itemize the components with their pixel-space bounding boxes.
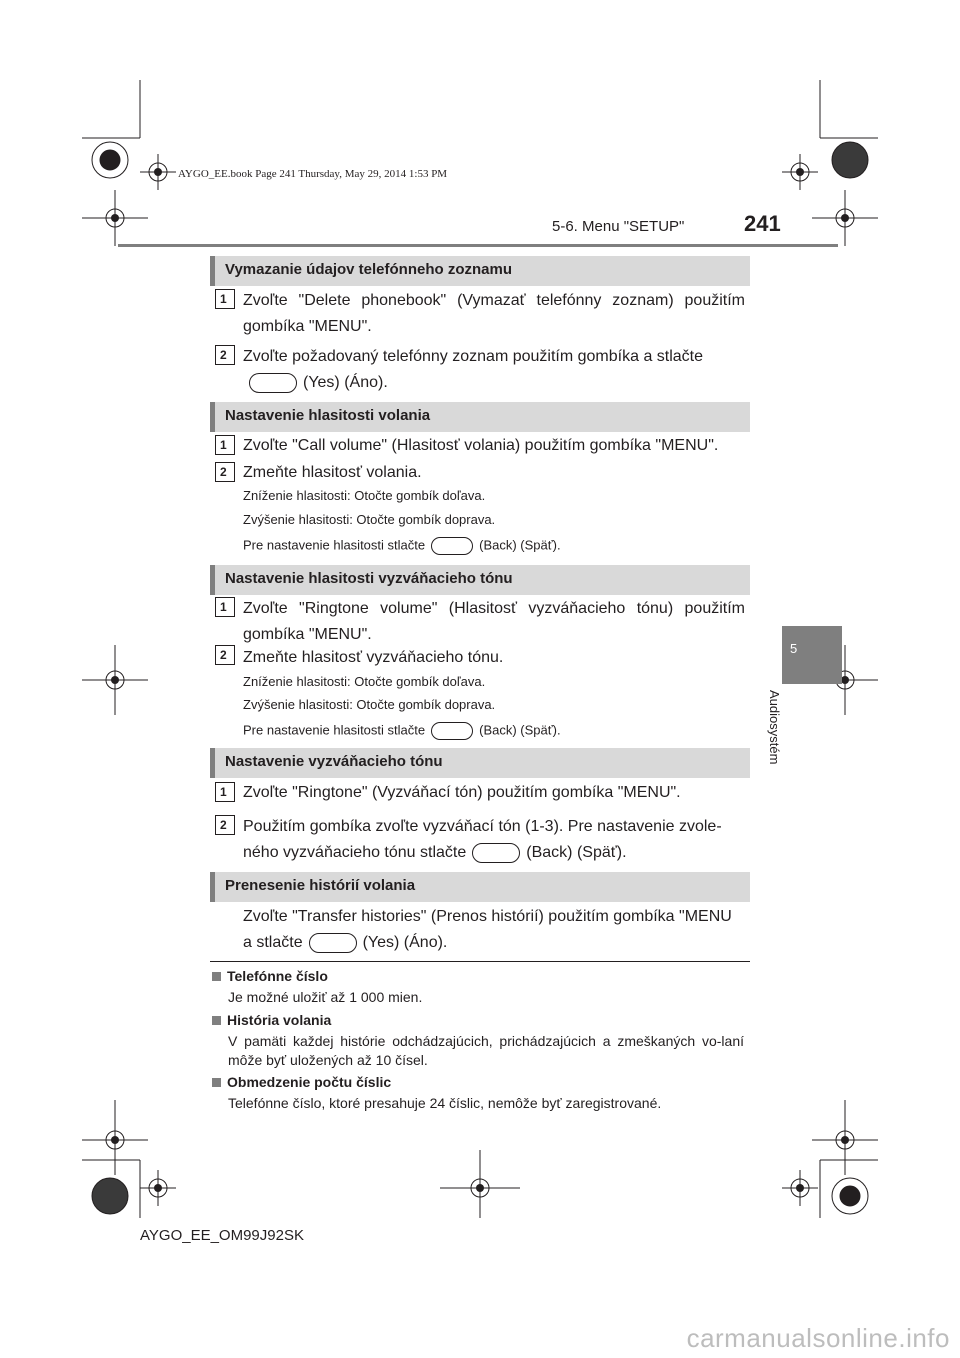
- step-text: Zvoľte "Transfer histories" (Prenos histórií) použitím gombíka "MENU a stlačte (Yes) (Áno).: [243, 908, 732, 951]
- note-line: Zníženie hlasitosti: Otočte gombík doľava.: [243, 488, 486, 503]
- heading-transfer-histories: Prenesenie histórií volania: [210, 872, 750, 902]
- page-number: 241: [744, 211, 781, 236]
- note-title: História volania: [212, 1012, 331, 1028]
- book-stamp: AYGO_EE.book Page 241 Thursday, May 29, 2014 1:53 PM: [178, 168, 448, 180]
- watermark: carmanualsonline.info: [686, 1323, 950, 1353]
- header-rule: [118, 244, 838, 247]
- step-number: 2: [215, 645, 235, 665]
- step-number: 2: [215, 462, 235, 482]
- note-title: Obmedzenie počtu číslic: [212, 1074, 391, 1090]
- heading-delete-phonebook: Vymazanie údajov telefónneho zoznamu: [210, 256, 750, 286]
- back-button-icon: [472, 843, 520, 863]
- step-text: Zmeňte hlasitosť volania.: [243, 464, 422, 481]
- step-text: Zvoľte "Call volume" (Hlasitosť volania) použitím gombíka "MENU".: [243, 437, 719, 454]
- notes-separator: [210, 961, 750, 962]
- note-text: Telefónne číslo, ktoré presahuje 24 číslic, nemôže byť zaregistrované.: [228, 1095, 662, 1111]
- step-number: 2: [215, 345, 235, 365]
- note-line: Zníženie hlasitosti: Otočte gombík doľava.: [243, 674, 486, 689]
- footer-code: AYGO_EE_OM99J92SK: [140, 1227, 304, 1244]
- note-line: Zvýšenie hlasitosti: Otočte gombík doprava.: [243, 512, 496, 527]
- note-text: V pamäti každej histórie odchádzajúcich, prichádzajúcich a zmeškaných vo-laní môže byť uložených až 10 čísel.: [228, 1033, 744, 1068]
- note-title: Telefónne číslo: [212, 968, 328, 984]
- step-text: Použitím gombíka zvoľte vyzváňací tón (1-3). Pre nastavenie zvole- ného vyzváňacieho tónu stlačte (Back) (Späť).: [243, 818, 722, 861]
- back-button-icon: [431, 722, 473, 740]
- step-text: Zvoľte "Ringtone volume" (Hlasitosť vyzváňacieho tónu) použitím gombíka "MENU".: [243, 600, 745, 643]
- running-section-title: 5-6. Menu "SETUP": [552, 218, 685, 235]
- square-bullet-icon: [212, 972, 221, 981]
- chapter-label: Audiosystém: [767, 690, 782, 765]
- step-text: Zvoľte požadovaný telefónny zoznam použitím gombíka a stlačte (Yes) (Áno).: [243, 348, 704, 391]
- note-text: Je možné uložiť až 1 000 mien.: [228, 989, 423, 1005]
- heading-call-volume: Nastavenie hlasitosti volania: [210, 402, 750, 432]
- step-number: 1: [215, 289, 235, 309]
- step-number: 1: [215, 435, 235, 455]
- heading-ringtone-volume: Nastavenie hlasitosti vyzváňacieho tónu: [210, 565, 750, 595]
- square-bullet-icon: [212, 1078, 221, 1087]
- back-instruction: Pre nastavenie hlasitosti stlačte (Back) (Späť).: [243, 537, 561, 555]
- chapter-number: 5: [790, 641, 798, 656]
- heading-ringtone: Nastavenie vyzváňacieho tónu: [210, 748, 750, 778]
- square-bullet-icon: [212, 1016, 221, 1025]
- note-line: Zvýšenie hlasitosti: Otočte gombík doprava.: [243, 697, 496, 712]
- yes-button-icon: [249, 373, 297, 393]
- step-number: 2: [215, 815, 235, 835]
- step-number: 1: [215, 782, 235, 802]
- step-text: Zvoľte "Delete phonebook" (Vymazať telefónny zoznam) použitím gombíka "MENU".: [243, 292, 745, 335]
- step-number: 1: [215, 597, 235, 617]
- step-text: Zmeňte hlasitosť vyzváňacieho tónu.: [243, 649, 504, 666]
- yes-button-icon: [309, 933, 357, 953]
- step-text: Zvoľte "Ringtone" (Vyzváňací tón) použitím gombíka "MENU".: [243, 784, 681, 801]
- back-button-icon: [431, 537, 473, 555]
- back-instruction: Pre nastavenie hlasitosti stlačte (Back) (Späť).: [243, 722, 561, 740]
